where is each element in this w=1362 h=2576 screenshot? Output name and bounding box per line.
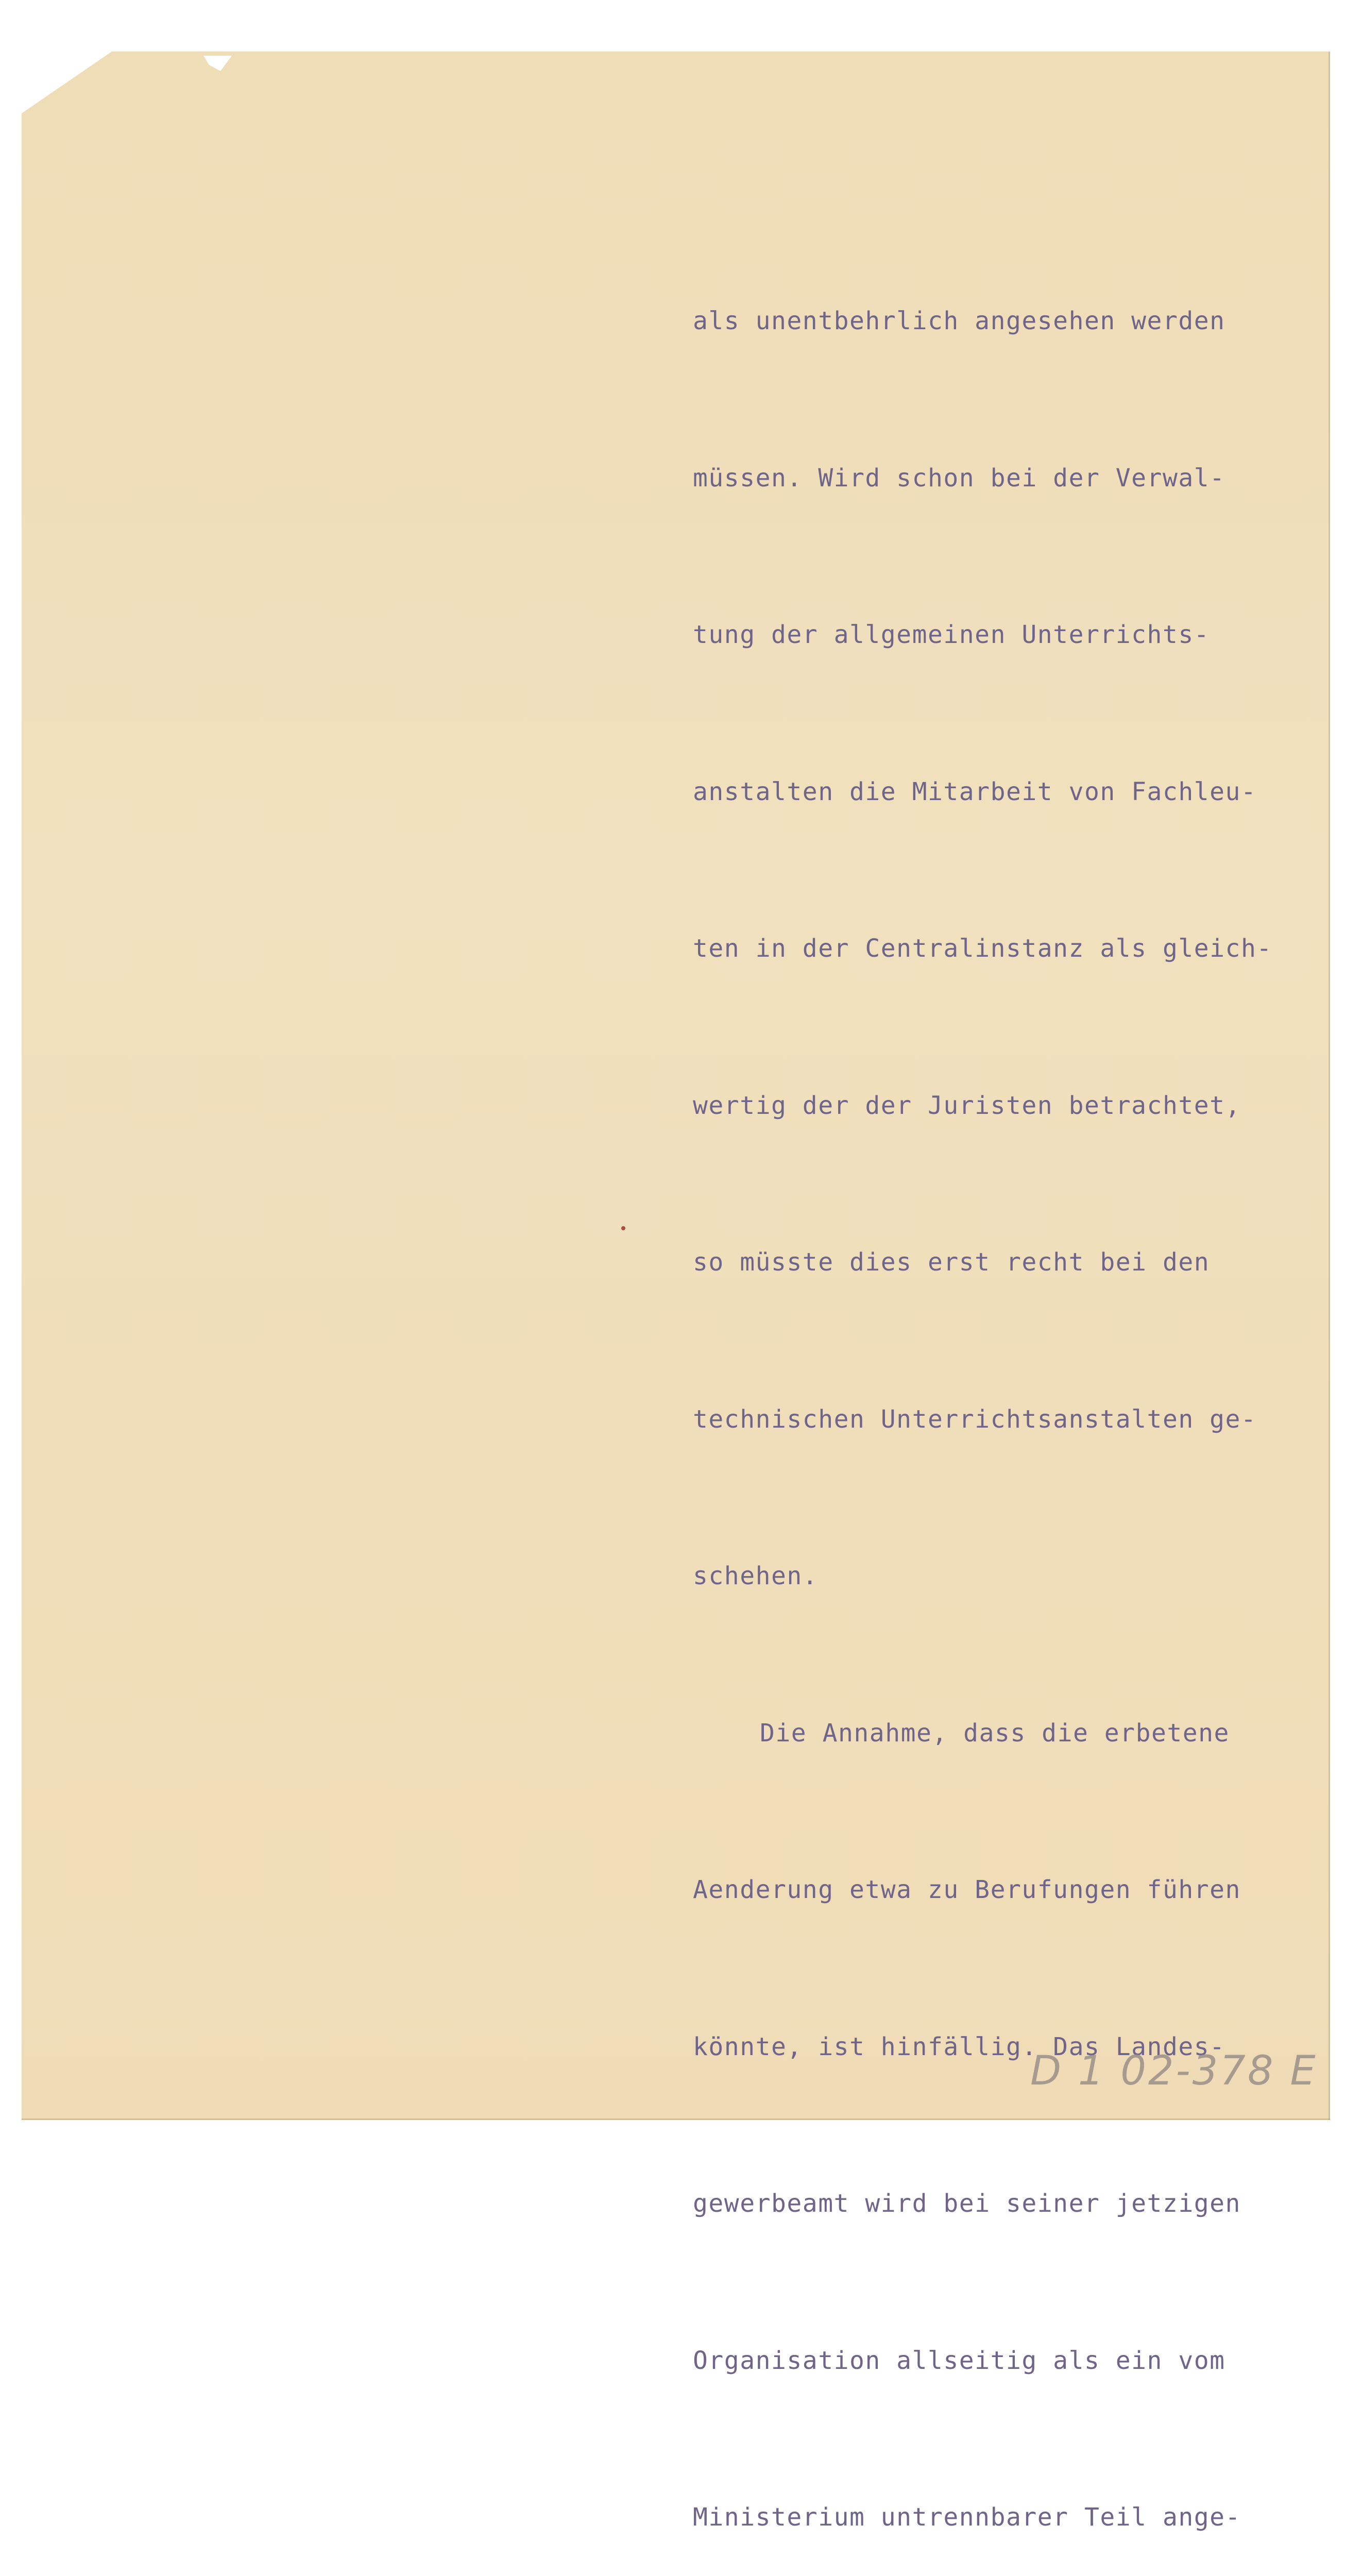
- text-line: als unentbehrlich angesehen werden: [693, 307, 1225, 335]
- text-line: Aenderung etwa zu Berufungen führen: [693, 1875, 1241, 1904]
- paragraph-start-line: Die Annahme, dass die erbetene: [760, 1718, 1230, 1748]
- text-line: technischen Unterrichtsanstalten ge-: [693, 1404, 1257, 1434]
- text-line: ten in der Centralinstanz als gleich-: [693, 934, 1272, 963]
- ink-speck: [621, 1226, 625, 1230]
- text-line: müssen. Wird schon bei der Verwal-: [693, 463, 1225, 493]
- text-line: gewerbeamt wird bei seiner jetzigen: [693, 2189, 1241, 2218]
- text-line: anstalten die Mitarbeit von Fachleu-: [693, 777, 1257, 806]
- text-line: Organisation allseitig als ein vom: [693, 2346, 1225, 2375]
- text-line: könnte, ist hinfällig. Das Landes-: [693, 2032, 1225, 2061]
- typewritten-text: [693, 191, 1326, 2576]
- text-line: Ministerium untrennbarer Teil ange-: [693, 2503, 1241, 2532]
- text-line: tung der allgemeinen Unterrichts-: [693, 620, 1210, 649]
- text-line: schehen.: [693, 1562, 819, 1590]
- text-line: so müsste dies erst recht bei den: [693, 1248, 1210, 1277]
- archive-signature: D 1 02-378 E: [1030, 2048, 1318, 2094]
- text-line: wertig der der Juristen betrachtet,: [693, 1091, 1241, 1120]
